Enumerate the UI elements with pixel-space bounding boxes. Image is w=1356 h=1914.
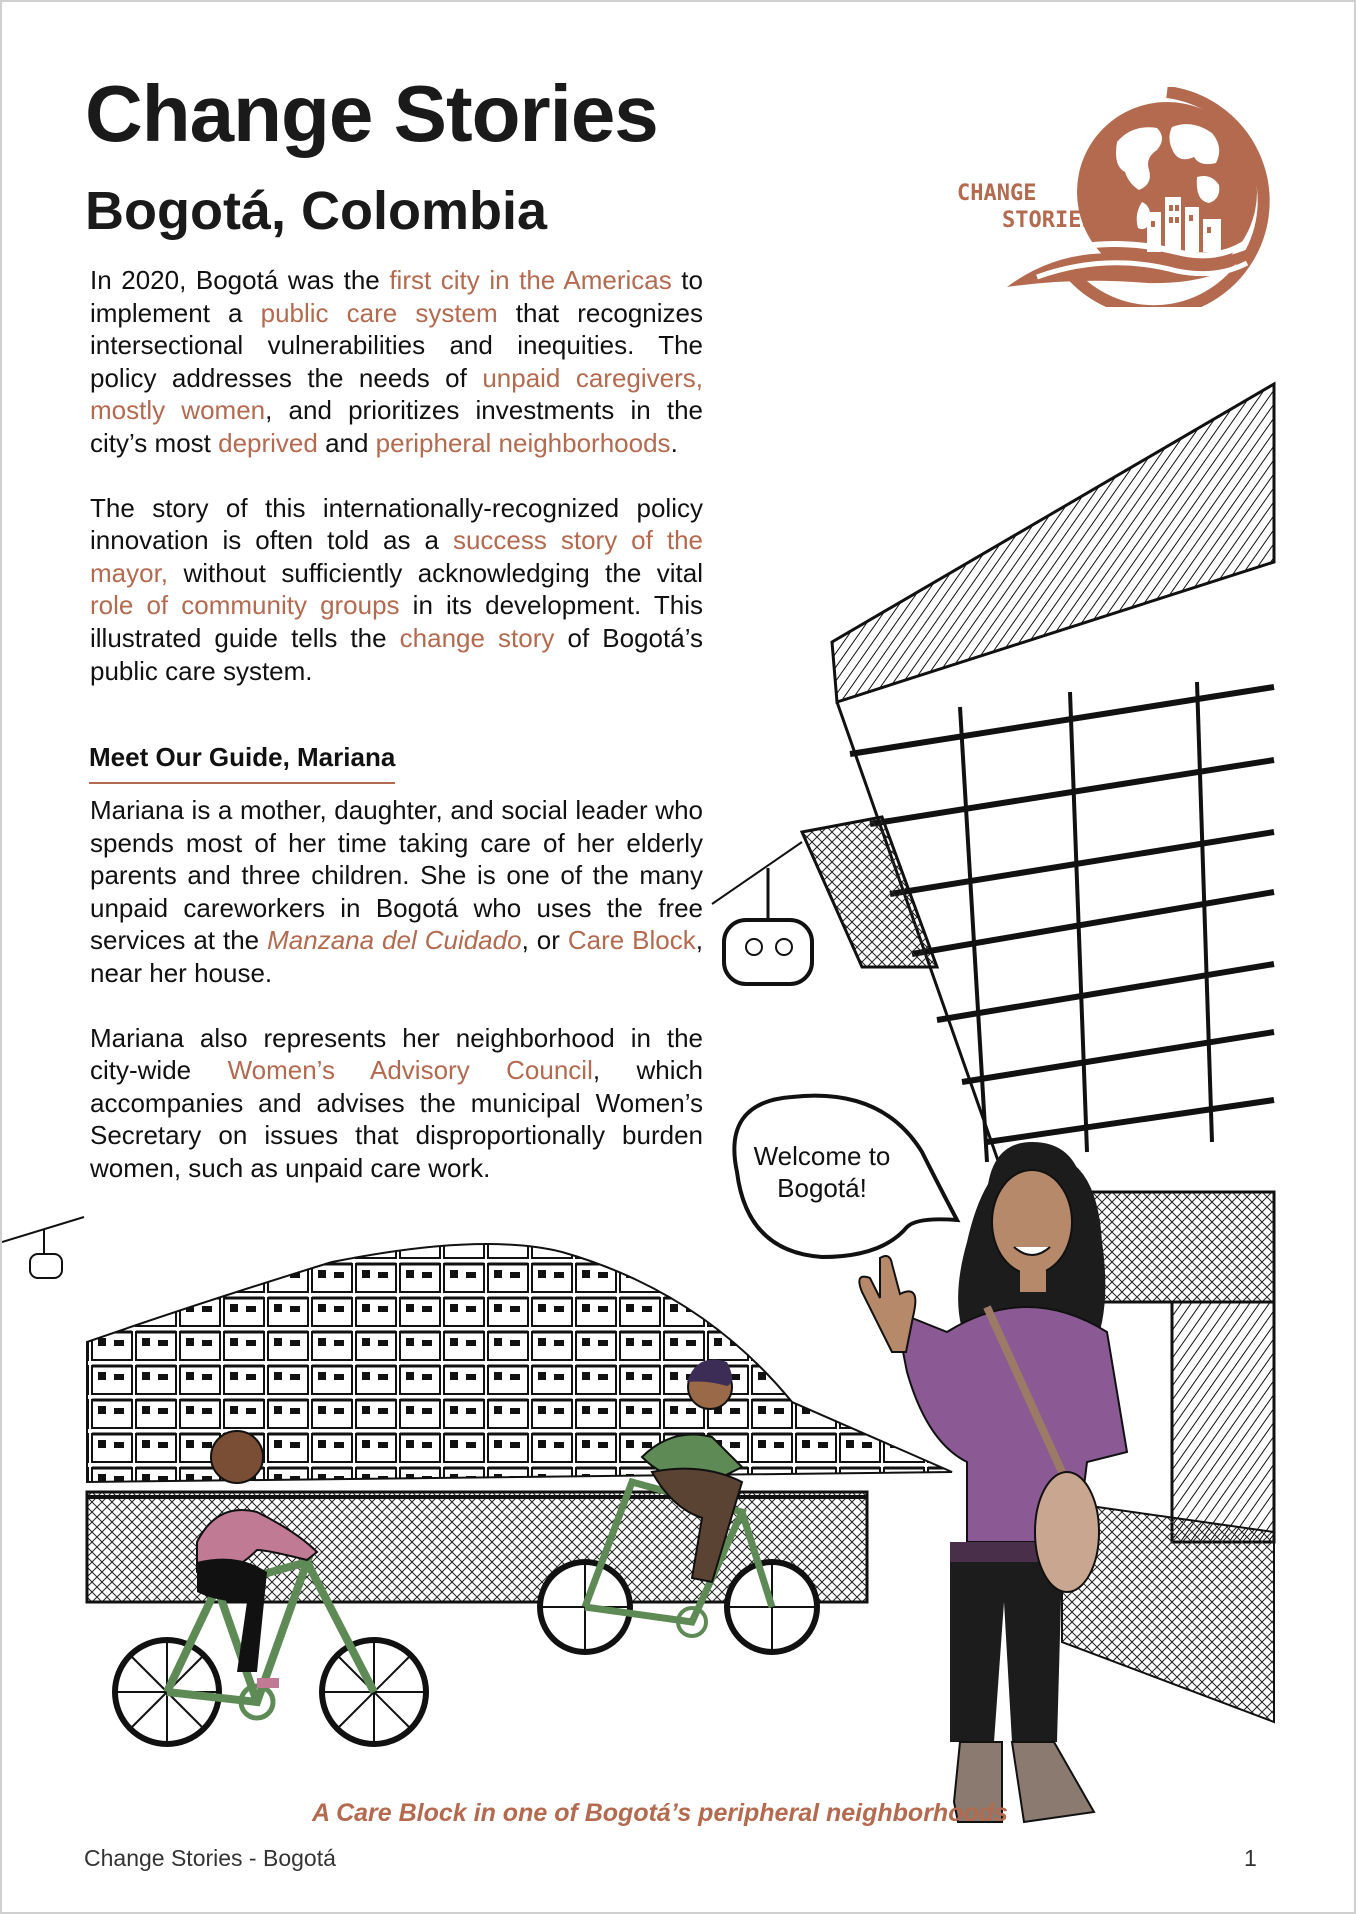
- highlight-phrase: first city in the Americas: [389, 265, 672, 295]
- highlight-phrase: Women’s Advisory Council: [227, 1055, 593, 1086]
- footer-title: Change Stories - Bogotá: [84, 1845, 336, 1871]
- text-run: .: [670, 427, 678, 458]
- speech-line-1: Welcome to: [753, 1141, 891, 1171]
- text-run: Mariana is a mother, daughter, and social leader who spends most of her time taking care of her elderly parents and three children. She is one of the many unpaid careworkers in Bogotá who uses the free services at the: [90, 795, 703, 956]
- highlight-phrase: change story: [399, 622, 555, 653]
- highlight-phrase: deprived: [218, 427, 318, 458]
- cable-car-small: [2, 1217, 84, 1278]
- text-run: In 2020, Bogotá was the: [90, 265, 390, 295]
- highlight-phrase: unpaid caregivers, mostly women: [90, 362, 703, 426]
- speech-bubble-text: [737, 1140, 907, 1204]
- illustration-caption: A Care Block in one of Bogotá’s peripheral neighborhoods: [312, 1799, 1008, 1827]
- building-roof: [832, 384, 1274, 702]
- highlight-phrase: Manzana del Cuidado: [267, 925, 522, 956]
- text-run: Mariana also represents her neighborhood in the city-wide: [90, 1022, 703, 1086]
- highlight-phrase: success story of the mayor,: [90, 525, 703, 588]
- page-subtitle: Bogotá, Colombia: [85, 181, 547, 241]
- cable-car-large: [712, 817, 937, 984]
- text-run: , which accompanies and advises the municipal Women’s Secretary on issues that disproportionally burden women, such as unpaid care work.: [90, 1055, 703, 1183]
- text-run: that recognizes intersectional vulnerabilities and inequities. The policy addresses the needs of: [90, 297, 703, 393]
- highlight-phrase: public care system: [260, 297, 498, 328]
- text-run: to implement a: [90, 265, 703, 328]
- text-run: , near her house.: [90, 925, 703, 988]
- text-run: of Bogotá’s public care system.: [90, 622, 703, 686]
- page-number: 1: [1244, 1845, 1257, 1871]
- text-run: in its development. This illustrated guide tells the: [90, 590, 703, 653]
- page-title: Change Stories: [85, 69, 658, 158]
- text-run: and: [317, 427, 376, 458]
- guide-heading: Meet Our Guide, Mariana: [89, 742, 396, 772]
- logo-word-change: CHANGE: [957, 181, 1037, 206]
- text-run: , or: [521, 925, 568, 956]
- logo-word-stories: STORIES: [1002, 208, 1095, 233]
- text-run: The story of this internationally-recognized policy innovation is often told as a: [90, 492, 703, 556]
- text-run: without sufficiently acknowledging the vital: [168, 557, 703, 588]
- text-run: , and prioritizes investments in the city’s most: [90, 395, 704, 458]
- change-stories-logo: [957, 87, 1277, 307]
- care-block-illustration: [2, 372, 1356, 1832]
- highlight-phrase: role of community groups: [90, 590, 400, 621]
- speech-line-2: Bogotá!: [777, 1173, 867, 1203]
- highlight-phrase: Care Block: [567, 925, 696, 956]
- mariana-character: [859, 1142, 1127, 1822]
- highlight-phrase: peripheral neighborhoods: [375, 427, 671, 458]
